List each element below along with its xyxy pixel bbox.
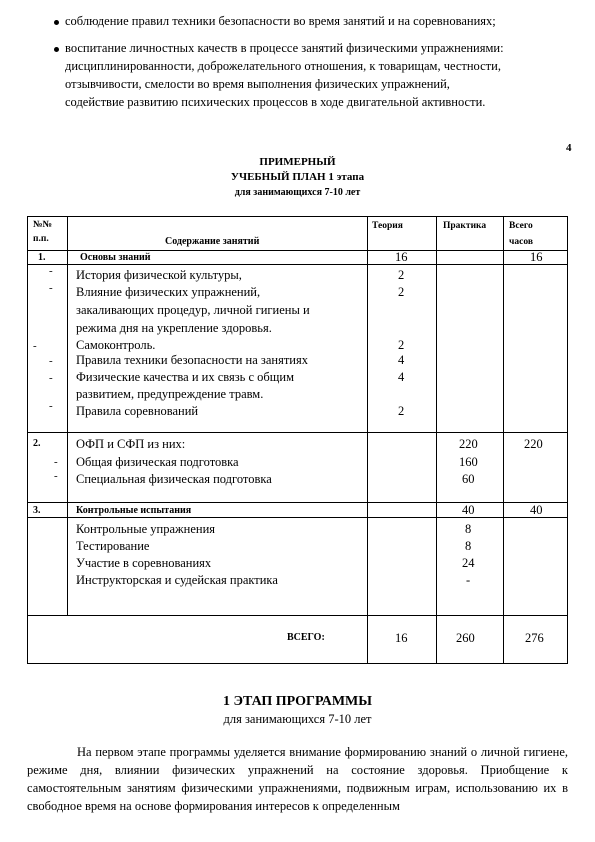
header-num-sub: п.п. xyxy=(33,234,49,244)
section3-item-practice: - xyxy=(466,573,471,587)
section1-item: Самоконтроль. xyxy=(76,338,156,352)
section3-item-practice: 8 xyxy=(465,522,472,536)
dash: - xyxy=(49,355,53,367)
section1-item: Физические качества и их связь с общим xyxy=(76,370,295,384)
section3-title: Контрольные испытания xyxy=(76,505,192,516)
section1-item: закаливающих процедур, личной гигиены и xyxy=(76,303,310,317)
section1-total: 16 xyxy=(530,250,543,264)
dash: - xyxy=(54,456,58,468)
section1-title: Основы знаний xyxy=(80,252,151,263)
bullet-text: соблюдение правил техники безопасности во время занятий и на соревнованиях; xyxy=(65,14,496,28)
total-practice: 260 xyxy=(456,631,475,645)
section3-num: 3. xyxy=(33,505,41,516)
section3-practice: 40 xyxy=(462,503,475,517)
section1-item-theory: 2 xyxy=(398,338,405,352)
bullet-text: содействие развитию психических процессов в ходе двигательной активности. xyxy=(65,95,486,109)
section1-item: Правила соревнований xyxy=(76,404,199,418)
bullet-icon xyxy=(54,47,59,52)
bullet-text: отзывчивости, смелости во время выполнения физических упражнений, xyxy=(65,77,450,91)
total-total: 276 xyxy=(525,631,544,645)
plan-title-line3: для занимающихся 7-10 лет xyxy=(234,187,361,198)
header-practice: Практика xyxy=(443,221,487,231)
header-num: №№ xyxy=(33,220,53,230)
header-total-sub: часов xyxy=(509,237,533,247)
plan-title-line2: УЧЕБНЫЙ ПЛАН 1 этапа xyxy=(230,171,365,183)
total-theory: 16 xyxy=(395,631,408,645)
header-content: Содержание занятий xyxy=(165,236,260,247)
section1-theory: 16 xyxy=(395,250,408,264)
section2-item-practice: 60 xyxy=(462,472,475,486)
page-number: 4 xyxy=(566,142,572,154)
dash: - xyxy=(49,372,53,384)
section3-item: Тестирование xyxy=(76,539,150,553)
stage-subtitle: для занимающихся 7-10 лет xyxy=(223,712,372,726)
stage-title: 1 ЭТАП ПРОГРАММЫ xyxy=(223,694,372,709)
section2-item-practice: 160 xyxy=(459,455,478,469)
section2-item: Специальная физическая подготовка xyxy=(76,472,272,486)
section2-num: 2. xyxy=(33,438,41,449)
section3-item: Участие в соревнованиях xyxy=(76,556,212,570)
bullet-text: воспитание личностных качеств в процессе занятий физическими упражнениями: xyxy=(65,41,504,55)
dash: - xyxy=(49,265,53,277)
dash: - xyxy=(49,400,53,412)
section2-practice: 220 xyxy=(459,437,478,451)
section1-item: Влияние физических упражнений, xyxy=(76,285,261,299)
section1-item: Правила техники безопасности на занятиях xyxy=(76,353,309,367)
section3-total: 40 xyxy=(530,503,543,517)
section1-item-theory: 4 xyxy=(398,353,405,367)
dash: - xyxy=(49,282,53,294)
bullet-text: дисциплинированности, доброжелательного отношения, к товарищам, честности, xyxy=(65,59,501,73)
section1-item-theory: 2 xyxy=(398,268,405,282)
header-total: Всего xyxy=(509,221,533,231)
total-label: ВСЕГО: xyxy=(287,632,325,643)
section2-title: ОФП и СФП из них: xyxy=(76,437,186,451)
section3-item: Инструкторская и судейская практика xyxy=(76,573,278,587)
plan-title-line1: ПРИМЕРНЫЙ xyxy=(259,156,336,168)
section3-item-practice: 24 xyxy=(462,556,475,570)
section1-item-theory: 4 xyxy=(398,370,405,384)
section2-total: 220 xyxy=(524,437,543,451)
header-theory: Теория xyxy=(372,221,403,231)
dash: - xyxy=(33,340,37,352)
section3-item: Контрольные упражнения xyxy=(76,522,216,536)
section1-item: История физической культуры, xyxy=(76,268,242,282)
section1-item-theory: 2 xyxy=(398,285,405,299)
stage-paragraph: На первом этапе программы уделяется внимание формированию знаний о личной гигиене, режиме дня, влиянии физических упражнений на состояние здоровья. Приобщение к самостоятельным занятиям физическими упражнениями, подвижным играм, использованию их в свободное время на основе формирования интересов к определенным xyxy=(27,745,568,813)
dash: - xyxy=(54,470,58,482)
bullet-icon xyxy=(54,20,59,25)
section3-item-practice: 8 xyxy=(465,539,472,553)
section1-item-theory: 2 xyxy=(398,404,405,418)
section1-num: 1. xyxy=(38,252,46,263)
section2-item: Общая физическая подготовка xyxy=(76,455,239,469)
section1-item: развитием, предупреждение травм. xyxy=(76,387,264,401)
section1-item: режима дня на укрепление здоровья. xyxy=(76,321,272,335)
